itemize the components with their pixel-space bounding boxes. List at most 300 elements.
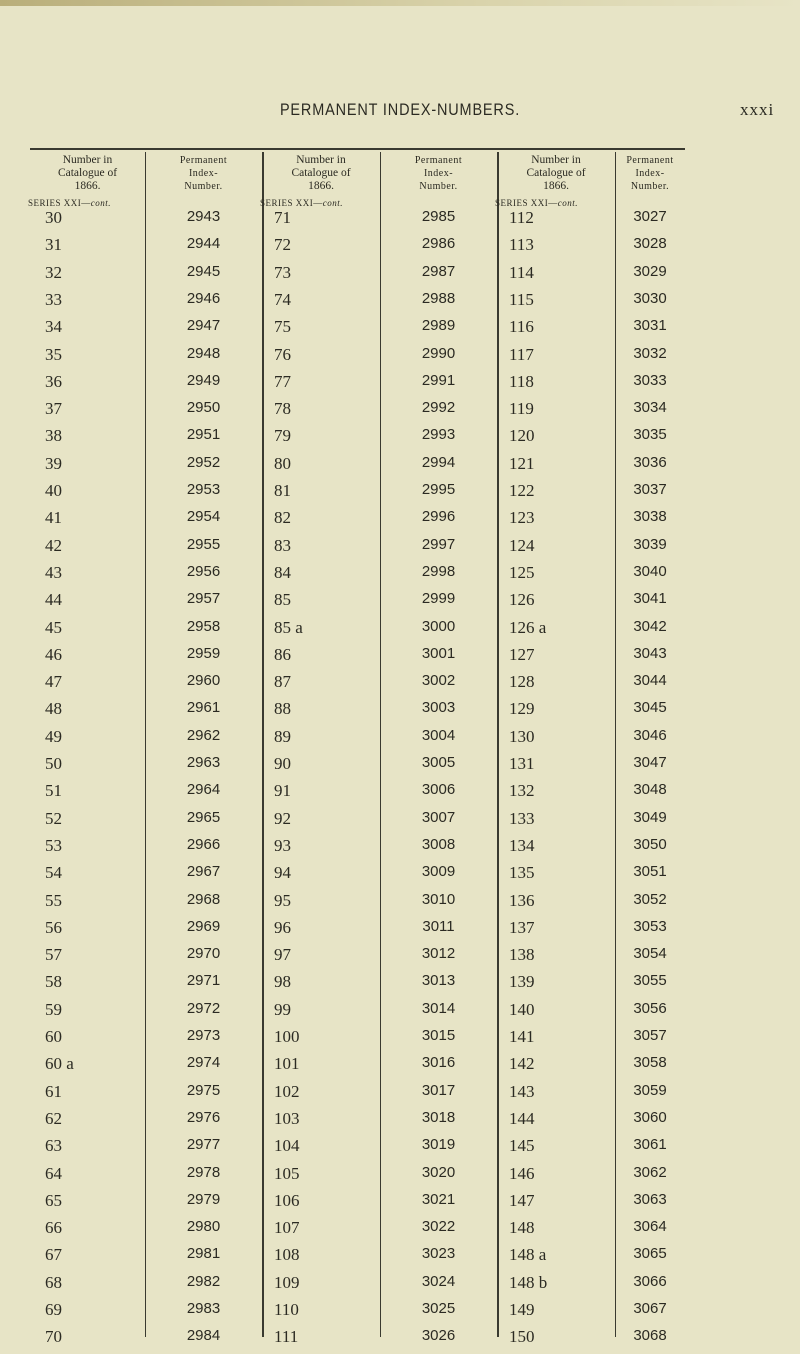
table-row <box>30 863 685 890</box>
table-row <box>30 563 685 590</box>
series-prefix: SERIES XXI— <box>495 198 558 208</box>
permanent-index-number: 3066 <box>633 1272 667 1290</box>
header-line: Index- <box>188 168 219 179</box>
catalogue-number: 138 <box>509 945 535 965</box>
table-row <box>30 645 685 672</box>
permanent-index-number: 2985 <box>421 208 456 225</box>
catalogue-number: 129 <box>509 699 535 719</box>
catalogue-number: 85 <box>274 590 291 610</box>
permanent-index-number: 3040 <box>633 562 667 580</box>
table-row <box>30 508 685 535</box>
catalogue-number: 60 a <box>45 1054 74 1074</box>
catalogue-number: 126 a <box>509 617 547 637</box>
catalogue-number: 34 <box>45 317 62 337</box>
permanent-index-number: 3039 <box>633 535 667 553</box>
permanent-index-number: 3030 <box>633 289 667 307</box>
table-row <box>30 1054 685 1081</box>
header-line: 1866. <box>308 180 334 192</box>
permanent-index-number: 2948 <box>186 344 221 362</box>
catalogue-number: 63 <box>45 1136 62 1156</box>
catalogue-number: 110 <box>274 1300 299 1319</box>
catalogue-number: 106 <box>274 1190 300 1210</box>
table-row <box>30 1300 685 1327</box>
table-row <box>30 1000 685 1027</box>
catalogue-number: 39 <box>45 453 62 473</box>
catalogue-number: 120 <box>509 426 535 446</box>
top-rule <box>30 148 685 150</box>
catalogue-number: 81 <box>274 481 291 500</box>
permanent-index-number: 3059 <box>633 1081 667 1099</box>
permanent-index-number: 2958 <box>186 617 221 635</box>
permanent-index-number: 3015 <box>421 1027 456 1044</box>
table-row <box>30 699 685 726</box>
catalogue-number: 111 <box>274 1327 299 1347</box>
catalogue-number: 30 <box>45 208 62 227</box>
permanent-index-number: 3068 <box>633 1327 667 1345</box>
catalogue-number: 57 <box>45 945 62 965</box>
catalogue-number: 124 <box>509 535 535 555</box>
table-row <box>30 399 685 426</box>
catalogue-number: 47 <box>45 672 62 692</box>
table-row <box>30 672 685 699</box>
permanent-index-number: 2976 <box>186 1108 221 1126</box>
permanent-index-number: 2975 <box>186 1081 221 1099</box>
permanent-index-number: 2998 <box>421 562 456 580</box>
series-label <box>495 198 578 208</box>
permanent-index-number: 3014 <box>421 999 456 1017</box>
permanent-index-number: 2945 <box>186 262 221 280</box>
header-line: Catalogue of <box>526 167 586 179</box>
permanent-index-number: 2996 <box>421 508 456 526</box>
catalogue-number: 86 <box>274 644 291 664</box>
catalogue-number: 94 <box>274 863 291 883</box>
permanent-index-number: 3050 <box>633 835 667 853</box>
permanent-index-number: 2988 <box>421 289 456 307</box>
catalogue-number: 68 <box>45 1272 62 1292</box>
table-row <box>30 781 685 808</box>
permanent-index-number: 3031 <box>633 317 667 335</box>
catalogue-number: 66 <box>45 1218 62 1238</box>
catalogue-number: 92 <box>274 808 291 828</box>
permanent-index-number: 3027 <box>633 208 667 225</box>
permanent-index-number: 3065 <box>633 1245 667 1263</box>
table-row <box>30 345 685 372</box>
table-row <box>30 590 685 617</box>
permanent-index-number: 2960 <box>186 672 221 690</box>
header-line: Index- <box>423 168 454 179</box>
catalogue-number: 42 <box>45 535 62 555</box>
catalogue-number: 105 <box>274 1163 300 1183</box>
catalogue-number: 90 <box>274 754 291 773</box>
permanent-index-number: 2979 <box>186 1190 221 1208</box>
page-edge <box>0 0 800 6</box>
permanent-index-number: 2956 <box>186 562 221 580</box>
permanent-index-number: 2946 <box>186 289 221 307</box>
catalogue-number: 121 <box>509 453 535 473</box>
catalogue-number: 127 <box>509 644 535 664</box>
permanent-index-number: 3053 <box>633 917 667 935</box>
table-row <box>30 1245 685 1272</box>
header-line: Catalogue of <box>57 167 118 179</box>
catalogue-number: 143 <box>509 1081 535 1101</box>
header-line: Number. <box>419 181 458 192</box>
permanent-index-number: 3002 <box>421 672 456 690</box>
table-row <box>30 372 685 399</box>
table-row <box>30 972 685 999</box>
catalogue-number: 80 <box>274 453 291 473</box>
table-row <box>30 263 685 290</box>
permanent-index-number: 2972 <box>186 999 221 1017</box>
permanent-index-number: 3016 <box>421 1054 456 1072</box>
catalogue-number: 65 <box>45 1190 62 1210</box>
catalogue-number: 64 <box>45 1163 62 1183</box>
permanent-index-number: 3001 <box>421 644 456 662</box>
permanent-index-number: 3025 <box>421 1300 456 1317</box>
permanent-index-number: 3004 <box>421 726 456 744</box>
permanent-index-number: 3041 <box>633 590 667 608</box>
permanent-index-number: 3021 <box>421 1190 456 1208</box>
catalogue-number: 148 <box>509 1218 535 1238</box>
catalogue-number: 75 <box>274 317 291 337</box>
permanent-index-number: 2978 <box>186 1163 221 1181</box>
column-header-catalogue <box>30 154 145 194</box>
permanent-index-number: 2991 <box>421 371 456 389</box>
catalogue-number: 89 <box>274 726 291 746</box>
permanent-index-number: 2965 <box>186 808 221 826</box>
catalogue-number: 107 <box>274 1218 300 1238</box>
permanent-index-number: 3052 <box>633 890 667 908</box>
permanent-index-number: 3007 <box>421 808 456 826</box>
header-line: Number in <box>62 154 113 166</box>
permanent-index-number: 3046 <box>633 726 667 744</box>
permanent-index-number: 3049 <box>633 808 667 826</box>
permanent-index-number: 2950 <box>186 399 221 417</box>
permanent-index-number: 3012 <box>421 945 456 963</box>
permanent-index-number: 2951 <box>186 426 221 444</box>
catalogue-number: 93 <box>274 835 291 855</box>
catalogue-number: 134 <box>509 835 535 855</box>
permanent-index-number: 3043 <box>633 644 667 662</box>
catalogue-number: 98 <box>274 972 291 992</box>
header-line: Number. <box>630 181 670 192</box>
permanent-index-number: 2982 <box>186 1272 221 1290</box>
permanent-index-number: 3057 <box>633 1027 667 1044</box>
catalogue-number: 72 <box>274 235 291 255</box>
catalogue-number: 73 <box>274 262 291 282</box>
catalogue-number: 51 <box>45 781 62 801</box>
permanent-index-number: 3060 <box>633 1108 667 1126</box>
header-line: Index- <box>635 168 665 179</box>
catalogue-number: 117 <box>509 344 534 364</box>
catalogue-number: 59 <box>45 999 62 1019</box>
permanent-index-number: 2955 <box>186 535 221 553</box>
catalogue-number: 40 <box>45 481 62 500</box>
table-row <box>30 727 685 754</box>
permanent-index-number: 2966 <box>186 835 221 853</box>
permanent-index-number: 3026 <box>421 1327 456 1345</box>
permanent-index-number: 2980 <box>186 1218 221 1236</box>
permanent-index-number: 3038 <box>633 508 667 526</box>
permanent-index-number: 3054 <box>633 945 667 963</box>
permanent-index-number: 3037 <box>633 481 667 498</box>
permanent-index-number: 3045 <box>633 699 667 717</box>
permanent-index-number: 3048 <box>633 781 667 799</box>
catalogue-number: 125 <box>509 562 535 582</box>
permanent-index-number: 3033 <box>633 371 667 389</box>
permanent-index-number: 2944 <box>186 235 221 253</box>
permanent-index-number: 2993 <box>421 426 456 444</box>
permanent-index-number: 3063 <box>633 1190 667 1208</box>
permanent-index-number: 2992 <box>421 399 456 417</box>
catalogue-number: 101 <box>274 1054 300 1074</box>
permanent-index-number: 3051 <box>633 863 667 881</box>
catalogue-number: 140 <box>509 999 535 1019</box>
catalogue-number: 74 <box>274 289 291 309</box>
permanent-index-number: 2961 <box>186 699 221 717</box>
permanent-index-number: 2969 <box>186 917 221 935</box>
series-label <box>260 198 343 208</box>
permanent-index-number: 3044 <box>633 672 667 690</box>
permanent-index-number: 2959 <box>186 644 221 662</box>
catalogue-number: 126 <box>509 590 535 610</box>
permanent-index-number: 3006 <box>421 781 456 799</box>
catalogue-number: 52 <box>45 808 62 828</box>
catalogue-number: 50 <box>45 754 62 773</box>
permanent-index-number: 2974 <box>186 1054 221 1072</box>
catalogue-number: 149 <box>509 1300 535 1319</box>
permanent-index-number: 2970 <box>186 945 221 963</box>
permanent-index-number: 2986 <box>421 235 456 253</box>
header-line: Permanent <box>414 155 463 166</box>
permanent-index-number: 2984 <box>186 1327 221 1345</box>
permanent-index-number: 3061 <box>633 1136 667 1154</box>
catalogue-number: 83 <box>274 535 291 555</box>
table-row <box>30 1027 685 1054</box>
permanent-index-number: 2953 <box>186 481 221 498</box>
permanent-index-number: 3056 <box>633 999 667 1017</box>
permanent-index-number: 3034 <box>633 399 667 417</box>
permanent-index-number: 2952 <box>186 453 221 471</box>
catalogue-number: 112 <box>509 208 534 227</box>
catalogue-number: 55 <box>45 890 62 910</box>
catalogue-number: 116 <box>509 317 534 337</box>
catalogue-number: 118 <box>509 371 534 391</box>
catalogue-number: 132 <box>509 781 535 801</box>
table-row <box>30 1218 685 1245</box>
permanent-index-number: 3020 <box>421 1163 456 1181</box>
catalogue-number: 61 <box>45 1081 62 1101</box>
header-line: Number in <box>296 154 346 166</box>
catalogue-number: 114 <box>509 262 534 282</box>
permanent-index-number: 2995 <box>421 481 456 498</box>
header-line: 1866. <box>74 180 101 192</box>
permanent-index-number: 3024 <box>421 1272 456 1290</box>
catalogue-number: 144 <box>509 1108 535 1128</box>
permanent-index-number: 3064 <box>633 1218 667 1236</box>
permanent-index-number: 2983 <box>186 1300 221 1317</box>
series-prefix: SERIES XXI— <box>260 198 323 208</box>
table-row <box>30 1136 685 1163</box>
column-header-permanent <box>145 154 262 194</box>
catalogue-number: 88 <box>274 699 291 719</box>
column-header-permanent <box>380 154 497 194</box>
permanent-index-number: 3042 <box>633 617 667 635</box>
catalogue-number: 119 <box>509 399 534 419</box>
permanent-index-number: 3018 <box>421 1108 456 1126</box>
table-row <box>30 891 685 918</box>
table-row <box>30 481 685 508</box>
permanent-index-number: 3017 <box>421 1081 456 1099</box>
permanent-index-number: 2947 <box>186 317 221 335</box>
catalogue-number: 130 <box>509 726 535 746</box>
table-row <box>30 754 685 781</box>
column-header-catalogue <box>497 154 615 194</box>
catalogue-number: 58 <box>45 972 62 992</box>
permanent-index-number: 2987 <box>421 262 456 280</box>
catalogue-number: 148 b <box>509 1272 548 1292</box>
catalogue-number: 115 <box>509 289 534 309</box>
series-prefix: SERIES XXI— <box>28 198 91 208</box>
table-row <box>30 1164 685 1191</box>
catalogue-number: 133 <box>509 808 535 828</box>
catalogue-number: 31 <box>45 235 62 255</box>
catalogue-number: 76 <box>274 344 291 364</box>
catalogue-number: 54 <box>45 863 62 883</box>
permanent-index-number: 3023 <box>421 1245 456 1263</box>
permanent-index-number: 3005 <box>421 754 456 771</box>
table-row <box>30 1273 685 1300</box>
permanent-index-number: 2943 <box>186 208 221 225</box>
permanent-index-number: 2999 <box>421 590 456 608</box>
catalogue-number: 49 <box>45 726 62 746</box>
catalogue-number: 122 <box>509 481 535 500</box>
permanent-index-number: 3003 <box>421 699 456 717</box>
catalogue-number: 137 <box>509 917 535 937</box>
catalogue-number: 56 <box>45 917 62 937</box>
catalogue-number: 46 <box>45 644 62 664</box>
permanent-index-number: 2971 <box>186 972 221 990</box>
permanent-index-number: 3067 <box>633 1300 667 1317</box>
catalogue-number: 131 <box>509 754 535 773</box>
catalogue-number: 147 <box>509 1190 535 1210</box>
table-row <box>30 235 685 262</box>
catalogue-number: 128 <box>509 672 535 692</box>
table-row <box>30 536 685 563</box>
permanent-index-number: 3062 <box>633 1163 667 1181</box>
catalogue-number: 103 <box>274 1108 300 1128</box>
catalogue-number: 77 <box>274 371 291 391</box>
permanent-index-number: 3013 <box>421 972 456 990</box>
catalogue-number: 145 <box>509 1136 535 1156</box>
catalogue-number: 97 <box>274 945 291 965</box>
table-row <box>30 918 685 945</box>
catalogue-number: 33 <box>45 289 62 309</box>
catalogue-number: 104 <box>274 1136 300 1156</box>
catalogue-number: 67 <box>45 1245 62 1265</box>
permanent-index-number: 3019 <box>421 1136 456 1154</box>
catalogue-number: 109 <box>274 1272 300 1292</box>
permanent-index-number: 3022 <box>421 1218 456 1236</box>
catalogue-number: 62 <box>45 1108 62 1128</box>
permanent-index-number: 2990 <box>421 344 456 362</box>
catalogue-number: 148 a <box>509 1245 547 1265</box>
catalogue-number: 136 <box>509 890 535 910</box>
catalogue-number: 95 <box>274 890 291 910</box>
catalogue-number: 123 <box>509 508 535 528</box>
permanent-index-number: 2989 <box>421 317 456 335</box>
table-row <box>30 454 685 481</box>
catalogue-number: 91 <box>274 781 291 801</box>
permanent-index-number: 2973 <box>186 1027 221 1044</box>
permanent-index-number: 3035 <box>633 426 667 444</box>
permanent-index-number: 2949 <box>186 371 221 389</box>
column-header-catalogue <box>262 154 380 194</box>
table-row <box>30 208 685 235</box>
header-line: 1866. <box>543 180 569 192</box>
permanent-index-number: 3029 <box>633 262 667 280</box>
catalogue-number: 69 <box>45 1300 62 1319</box>
permanent-index-number: 2981 <box>186 1245 221 1263</box>
table-row <box>30 1191 685 1218</box>
table-row <box>30 809 685 836</box>
table-row <box>30 836 685 863</box>
column-header-permanent <box>615 154 685 194</box>
catalogue-number: 87 <box>274 672 291 692</box>
permanent-index-number: 3009 <box>421 863 456 881</box>
catalogue-number: 79 <box>274 426 291 446</box>
catalogue-number: 99 <box>274 999 291 1019</box>
table-row <box>30 426 685 453</box>
table-row <box>30 1327 685 1354</box>
header-line: Number in <box>531 154 581 166</box>
catalogue-number: 44 <box>45 590 62 610</box>
header-line: Number. <box>184 181 223 192</box>
permanent-index-number: 2994 <box>421 453 456 471</box>
permanent-index-number: 2957 <box>186 590 221 608</box>
catalogue-number: 146 <box>509 1163 535 1183</box>
permanent-index-number: 3055 <box>633 972 667 990</box>
catalogue-number: 43 <box>45 562 62 582</box>
permanent-index-number: 2968 <box>186 890 221 908</box>
catalogue-number: 113 <box>509 235 534 255</box>
page-number: xxxi <box>740 100 775 119</box>
table-row <box>30 945 685 972</box>
series-cont: cont. <box>90 198 112 208</box>
catalogue-number: 102 <box>274 1081 300 1101</box>
table-row <box>30 1082 685 1109</box>
catalogue-number: 84 <box>274 562 291 582</box>
table-row <box>30 618 685 645</box>
catalogue-number: 41 <box>45 508 62 528</box>
series-cont: cont. <box>557 198 579 208</box>
permanent-index-number: 3032 <box>633 344 667 362</box>
catalogue-number: 141 <box>509 1027 535 1046</box>
running-title: PERMANENT INDEX-NUMBERS. <box>279 100 521 119</box>
permanent-index-number: 2967 <box>186 863 221 881</box>
header-line: Catalogue of <box>291 167 351 179</box>
permanent-index-number: 2977 <box>186 1136 221 1154</box>
header-line: Permanent <box>179 155 228 166</box>
permanent-index-number: 3010 <box>421 890 456 908</box>
catalogue-number: 37 <box>45 399 62 419</box>
catalogue-number: 38 <box>45 426 62 446</box>
table-row <box>30 290 685 317</box>
permanent-index-number: 2964 <box>186 781 221 799</box>
table-row <box>30 1109 685 1136</box>
catalogue-number: 60 <box>45 1027 62 1046</box>
permanent-index-number: 3036 <box>633 453 667 471</box>
permanent-index-number: 2997 <box>421 535 456 553</box>
